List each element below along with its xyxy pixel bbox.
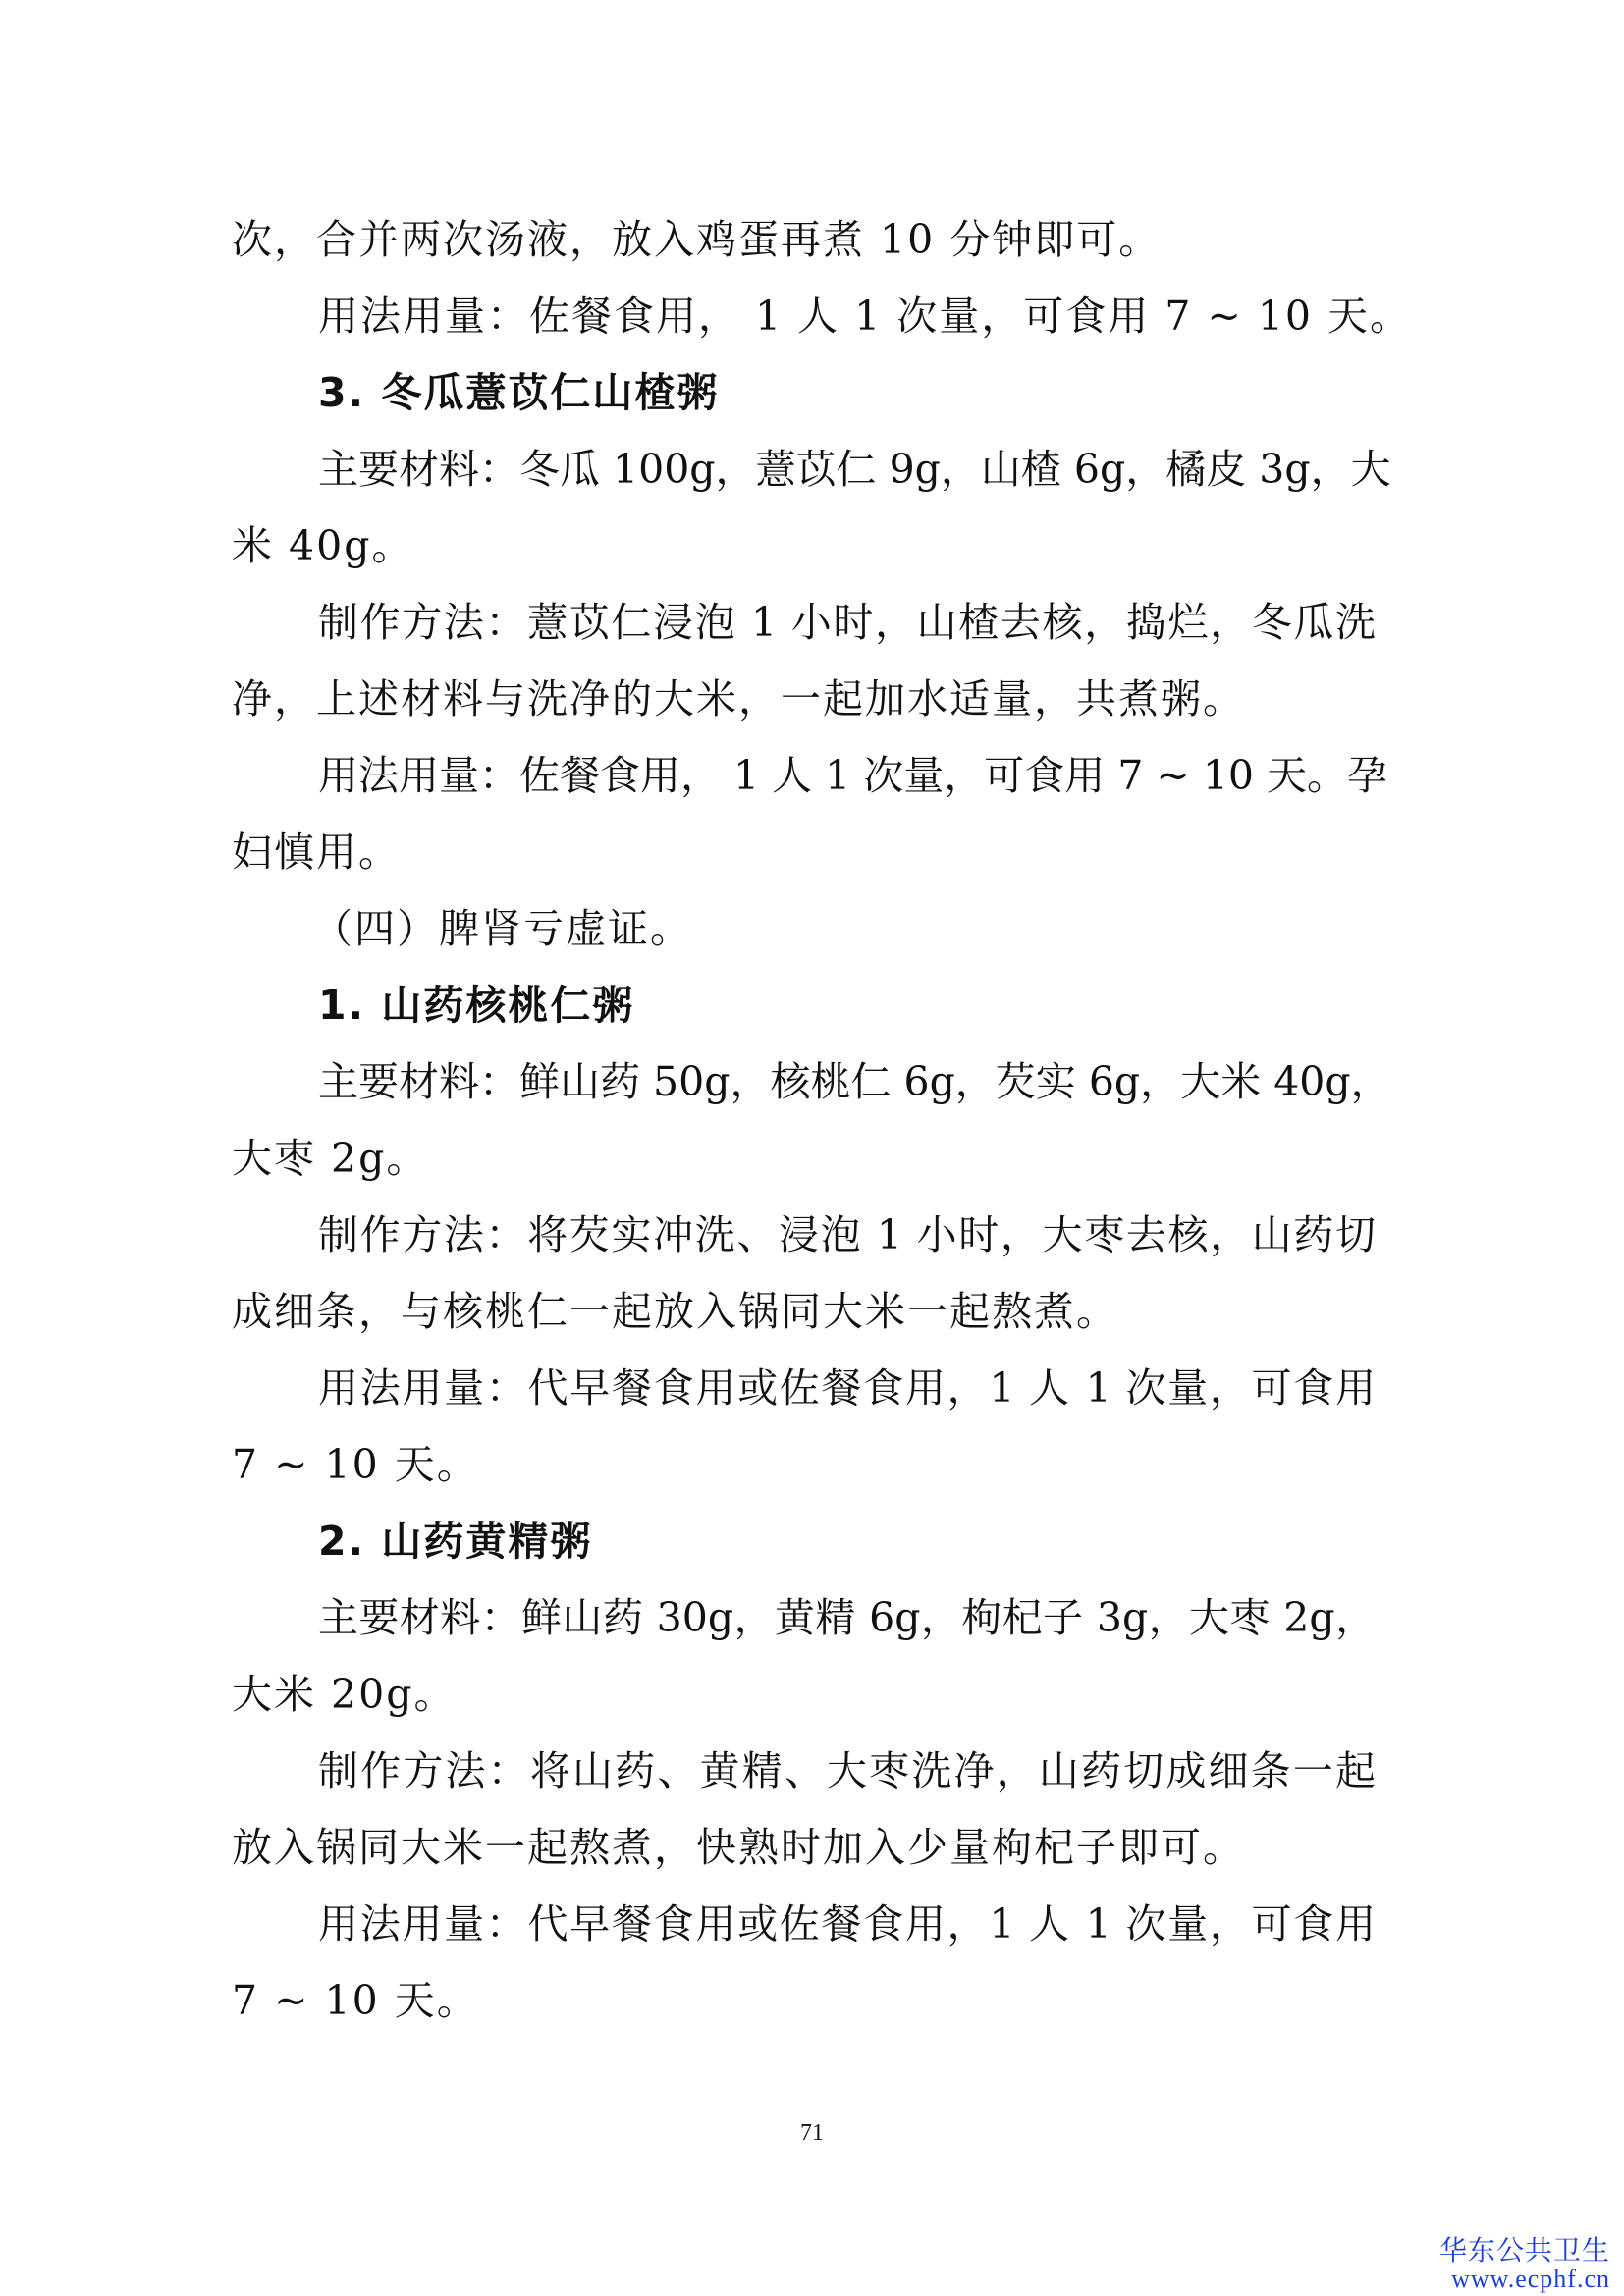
paragraph-continuation: 次，合并两次汤液，放入鸡蛋再煮 10 分钟即可。 bbox=[232, 216, 1162, 263]
recipe-heading: 2. 山药黄精粥 bbox=[318, 1518, 593, 1565]
ingredients-paragraph-end: 大米 20g。 bbox=[232, 1671, 457, 1718]
usage-paragraph: 用法用量：佐餐食用， 1 人 1 次量，可食用 7 ~ 10 天。孕 bbox=[318, 752, 1388, 799]
recipe-heading: 1. 山药核桃仁粥 bbox=[318, 982, 635, 1029]
usage-paragraph: 用法用量：代早餐食用或佐餐食用，1 人 1 次量，可食用 bbox=[318, 1900, 1376, 1948]
method-paragraph-end: 成细条，与核桃仁一起放入锅同大米一起熬煮。 bbox=[232, 1288, 1118, 1335]
watermark-url[interactable]: www.ecphf.cn bbox=[1451, 2265, 1610, 2293]
ingredients-paragraph-end: 米 40g。 bbox=[232, 522, 414, 569]
ingredients-paragraph: 主要材料：鲜山药 50g，核桃仁 6g，芡实 6g，大米 40g， bbox=[318, 1058, 1391, 1105]
method-paragraph-end: 放入锅同大米一起熬煮，快熟时加入少量枸杞子即可。 bbox=[232, 1824, 1245, 1871]
method-paragraph: 制作方法：将芡实冲洗、浸泡 1 小时，大枣去核，山药切 bbox=[318, 1211, 1376, 1258]
watermark-title: 华东公共卫生 bbox=[1438, 2234, 1610, 2267]
usage-paragraph: 用法用量：佐餐食用， 1 人 1 次量，可食用 7 ~ 10 天。 bbox=[318, 293, 1413, 340]
page-number: 71 bbox=[800, 2120, 824, 2146]
watermark bbox=[1439, 2236, 1610, 2293]
section-heading: （四）脾肾亏虚证。 bbox=[312, 905, 692, 952]
ingredients-paragraph-end: 大枣 2g。 bbox=[232, 1135, 429, 1182]
recipe-heading: 3. 冬瓜薏苡仁山楂粥 bbox=[318, 369, 720, 416]
ingredients-paragraph: 主要材料：鲜山药 30g，黄精 6g，枸杞子 3g，大枣 2g， bbox=[318, 1594, 1376, 1641]
method-paragraph: 制作方法：薏苡仁浸泡 1 小时，山楂去核，捣烂，冬瓜洗 bbox=[318, 599, 1376, 646]
usage-paragraph: 用法用量：代早餐食用或佐餐食用，1 人 1 次量，可食用 bbox=[318, 1364, 1376, 1412]
method-paragraph: 制作方法：将山药、黄精、大枣洗净，山药切成细条一起 bbox=[318, 1747, 1376, 1794]
usage-paragraph-end: 7 ~ 10 天。 bbox=[232, 1441, 479, 1488]
method-paragraph-end: 净，上述材料与洗净的大米，一起加水适量，共煮粥。 bbox=[232, 675, 1245, 722]
ingredients-paragraph: 主要材料：冬瓜 100g，薏苡仁 9g，山楂 6g，橘皮 3g，大 bbox=[318, 446, 1391, 493]
usage-paragraph-end: 7 ~ 10 天。 bbox=[232, 1977, 479, 2024]
usage-paragraph-end: 妇慎用。 bbox=[232, 828, 401, 876]
